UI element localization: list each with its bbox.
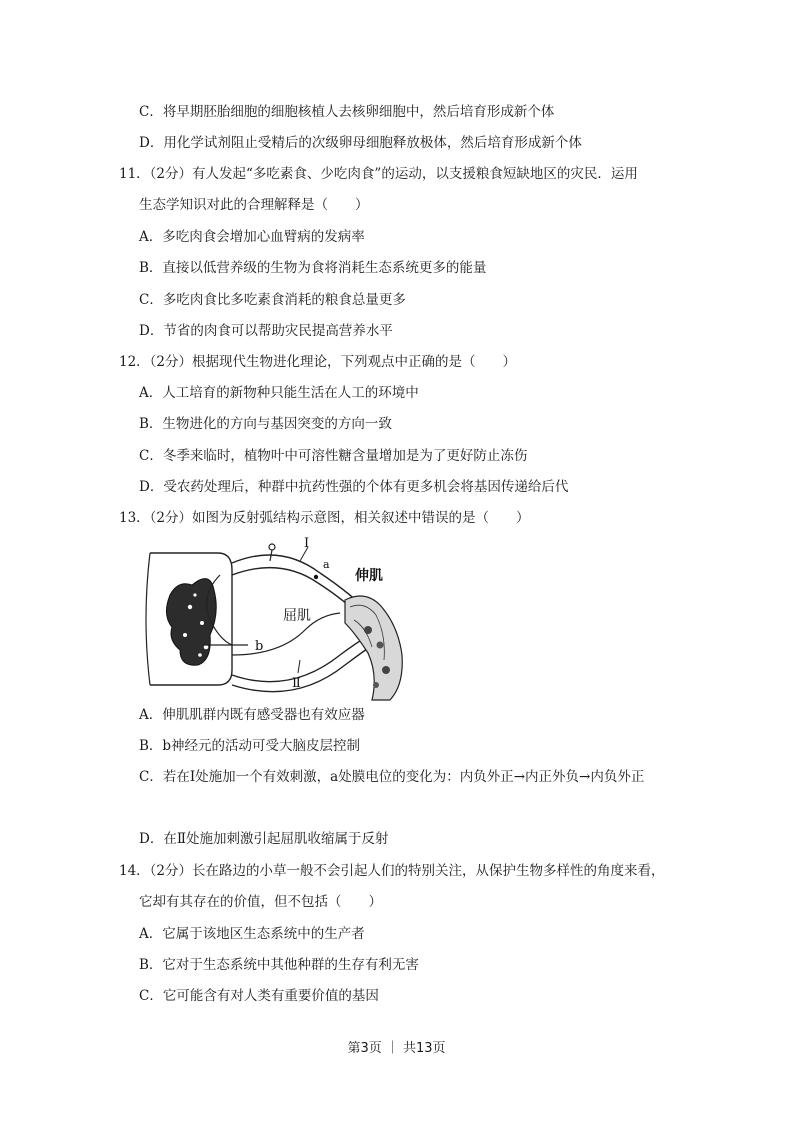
- q13-option-c: C．若在Ⅰ处施加一个有效刺激，a处膜电位的变化为：内负外正→内正外负→内负外正: [139, 769, 645, 785]
- q11-stem: 11．（2分）有人发起“多吃素食、少吃肉食”的运动，以支援粮食短缺地区的灾民．运用: [119, 166, 638, 182]
- q11-option-b: B．直接以低营养级的生物为食将消耗生态系统更多的能量: [139, 260, 487, 276]
- page-footer: 第3页 ｜ 共13页: [347, 1041, 446, 1056]
- q11-stem-cont: 生态学知识对此的合理解释是（ ）: [139, 197, 369, 213]
- label-i: Ⅰ: [304, 536, 310, 551]
- q13-option-b: B．b神经元的活动可受大脑皮层控制: [139, 738, 361, 754]
- label-b: b: [255, 639, 264, 654]
- q11-option-a: A．多吃肉食会增加心血臂病的发病率: [139, 229, 365, 245]
- q14-option-a: A．它属于该地区生态系统中的生产者: [139, 926, 365, 942]
- q13-option-a: A．伸肌肌群内既有感受器也有效应器: [139, 707, 365, 723]
- q13-option-d: D．在Ⅱ处施加刺激引起屈肌收缩属于反射: [139, 831, 389, 847]
- label-extensor: 伸肌: [355, 568, 383, 584]
- point-a-dot: [314, 575, 318, 579]
- efferent-nerve: [232, 630, 378, 682]
- q14-option-c: C．它可能含有对人类有重要价值的基因: [139, 988, 379, 1004]
- reflex-arc-diagram: [140, 535, 410, 705]
- q12-stem: 12．（2分）根据现代生物进化理论，下列观点中正确的是（ ）: [119, 354, 517, 370]
- q11-option-c: C．多吃肉食比多吃素食消耗的粮食总量更多: [139, 292, 406, 308]
- q10-option-d: D．用化学试剂阻止受精后的次级卵母细胞释放极体，然后培育形成新个体: [139, 135, 582, 151]
- ganglion-icon: [269, 544, 275, 550]
- q14-option-b: B．它对于生态系统中其他种群的生存有利无害: [139, 957, 419, 973]
- q14-stem-cont: 它却有其存在的价值，但不包括（ ）: [139, 894, 382, 910]
- reflex-arc-svg: [140, 535, 410, 705]
- q12-option-a: A．人工培育的新物种只能生活在人工的环境中: [139, 385, 419, 401]
- q12-option-d: D．受农药处理后，种群中抗药性强的个体有更多机会将基因传递给后代: [139, 479, 569, 495]
- q10-option-c: C．将早期胚胎细胞的细胞核植人去核卵细胞中，然后培育形成新个体: [139, 104, 555, 120]
- q14-stem: 14．（2分）长在路边的小草一般不会引起人们的特别关注，从保护生物多样性的角度来看，: [119, 863, 665, 879]
- label-flexor: 屈肌: [283, 608, 311, 624]
- label-a: a: [323, 558, 330, 571]
- q11-option-d: D．节省的肉食可以帮助灾民提高营养水平: [139, 323, 393, 339]
- q12-option-c: C．冬季来临时，植物叶中可溶性糖含量增加是为了更好防止冻伤: [139, 448, 528, 464]
- q13-stem: 13．（2分）如图为反射弧结构示意图，相关叙述中错误的是（ ）: [119, 510, 530, 526]
- label-ii: Ⅱ: [292, 676, 301, 691]
- q12-option-b: B．生物进化的方向与基因突变的方向一致: [139, 416, 392, 432]
